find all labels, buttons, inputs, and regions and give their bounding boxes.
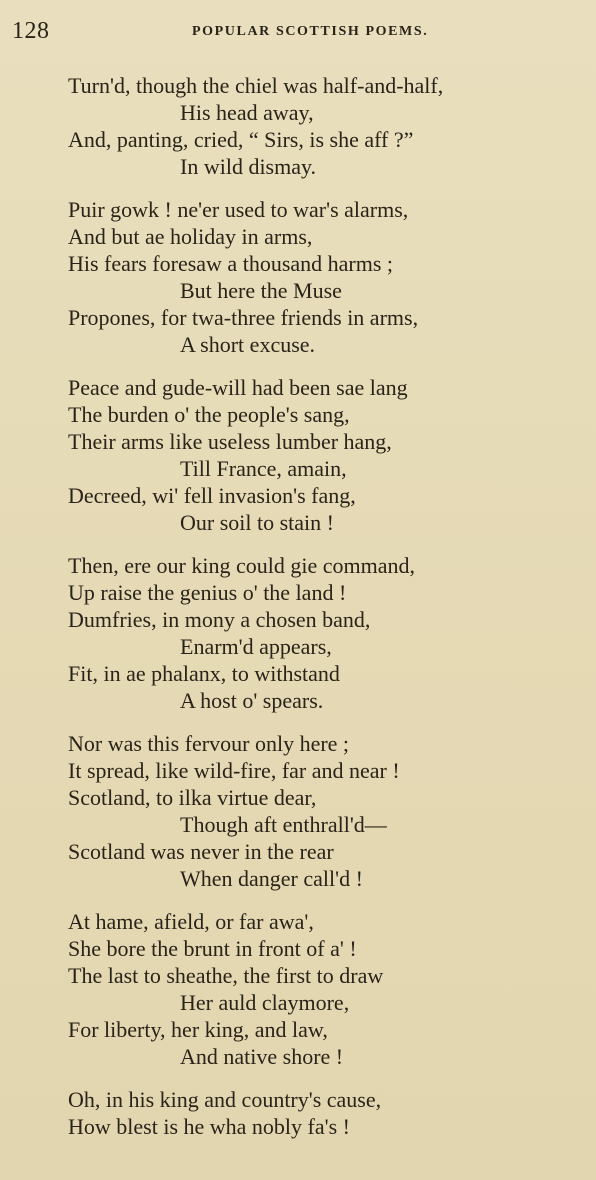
stanza	[68, 1086, 586, 1140]
poem-line: For liberty, her king, and law,	[68, 1017, 328, 1042]
poem-line: Scotland, to ilka virtue dear,	[68, 785, 317, 810]
poem-line: Though aft enthrall'd—	[180, 812, 387, 837]
stanza	[68, 730, 586, 892]
poem-line: Propones, for twa-three friends in arms,	[68, 305, 419, 330]
poem-body	[68, 72, 586, 1156]
poem-line: The last to sheathe, the first to draw	[68, 963, 384, 988]
poem-line: Turn'd, though the chiel was half-and-half,	[68, 73, 444, 98]
poem-line: Puir gowk ! ne'er used to war's alarms,	[68, 197, 409, 222]
stanza	[68, 196, 586, 358]
poem-line: Their arms like useless lumber hang,	[68, 429, 392, 454]
poem-line: Dumfries, in mony a chosen band,	[68, 607, 371, 632]
stanza	[68, 72, 586, 180]
poem-line: Decreed, wi' fell invasion's fang,	[68, 483, 356, 508]
poem-line: A short excuse.	[180, 332, 316, 357]
poem-line: At hame, afield, or far awa',	[68, 909, 314, 934]
page-header	[12, 18, 584, 48]
poem-line: When danger call'd !	[180, 866, 363, 891]
poem-line: Oh, in his king and country's cause,	[68, 1087, 382, 1112]
poem-line: It spread, like wild-fire, far and near !	[68, 758, 400, 783]
poem-line: And but ae holiday in arms,	[68, 224, 313, 249]
poem-line: Enarm'd appears,	[180, 634, 332, 659]
poem-line: Fit, in ae phalanx, to withstand	[68, 661, 340, 686]
poem-line: Then, ere our king could gie command,	[68, 553, 416, 578]
poem-line: His head away,	[180, 100, 314, 125]
poem-line: Peace and gude-will had been sae lang	[68, 375, 408, 400]
stanza	[68, 374, 586, 536]
poem-line: But here the Muse	[180, 278, 342, 303]
poem-line: Our soil to stain !	[180, 510, 334, 535]
poem-line: And, panting, cried, “ Sirs, is she aff ?”	[68, 127, 414, 152]
poem-line: And native shore !	[180, 1044, 344, 1069]
poem-line: Nor was this fervour only here ;	[68, 731, 350, 756]
poem-line: How blest is he wha nobly fa's !	[68, 1114, 350, 1139]
poem-line: The burden o' the people's sang,	[68, 402, 350, 427]
poem-line: Up raise the genius o' the land !	[68, 580, 347, 605]
poem-line: His fears foresaw a thousand harms ;	[68, 251, 394, 276]
poem-line: A host o' spears.	[180, 688, 324, 713]
poem-line: She bore the brunt in front of a' !	[68, 936, 357, 961]
stanza	[68, 908, 586, 1070]
poem-line: Her auld claymore,	[180, 990, 350, 1015]
poem-line: In wild dismay.	[180, 154, 317, 179]
stanza	[68, 552, 586, 714]
page-number: 128	[12, 18, 50, 44]
poem-line: Till France, amain,	[180, 456, 347, 481]
running-head: POPULAR SCOTTISH POEMS.	[192, 24, 429, 39]
poem-line: Scotland was never in the rear	[68, 839, 334, 864]
